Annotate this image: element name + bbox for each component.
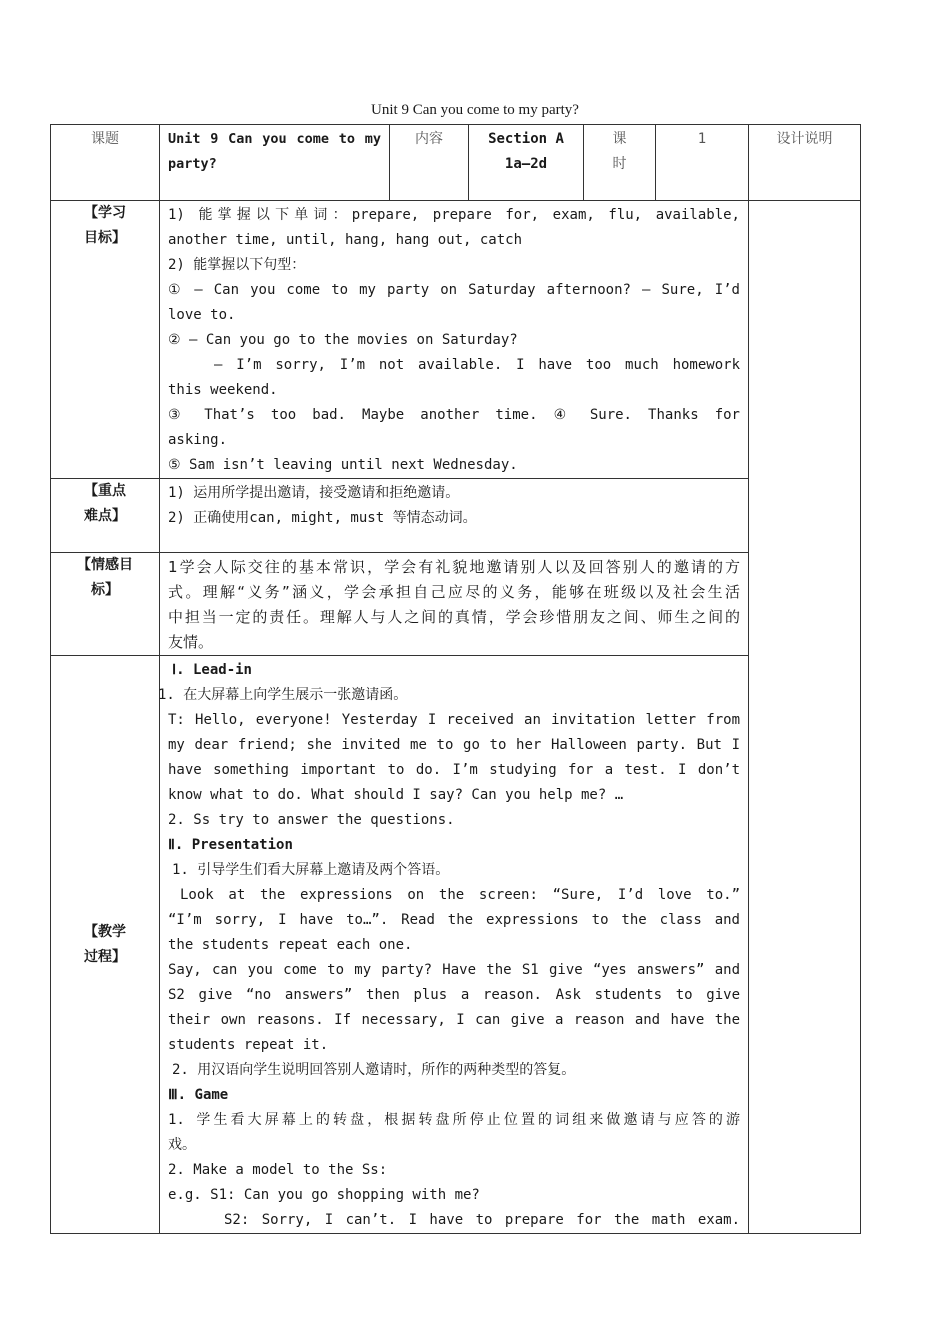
period-label-line1: 课 — [612, 131, 627, 147]
key-points-content — [160, 479, 749, 553]
objectives-line: ⑤ Sam isn’t leaving until next Wednesday. — [168, 457, 518, 473]
emotion-line: 1学会人际交往的基本常识，学会有礼貌地邀请别人以及回答别人的邀请的方 — [168, 558, 740, 576]
process-line: S2 give “no answers” then plus a reason. Ask students to give — [168, 987, 740, 1003]
emotion-label-line1: 【情感目 — [77, 557, 133, 573]
process-line: the students repeat each one. — [168, 937, 413, 953]
process-line: “I’m sorry, I have to…”. Read the expressions to the class and — [168, 912, 740, 928]
process-line: S2: Sorry, I can’t. I have to prepare for the math exam. — [224, 1212, 740, 1228]
objectives-label-line2: 目标】 — [84, 230, 126, 246]
emotion-label — [51, 553, 160, 656]
emotion-line: 友情。 — [168, 633, 214, 651]
process-line: have something important to do. I’m studying for a test. I don’t — [168, 762, 740, 778]
emotion-line: 中担当一定的责任。理解人与人之间的真情，学会珍惜朋友之间、师生之间的 — [168, 608, 740, 626]
process-label-line2: 过程】 — [84, 948, 126, 965]
objectives-line: 2) 能掌握以下句型： — [168, 257, 306, 273]
lead-in-heading: Ⅰ. Lead-in — [172, 662, 252, 678]
key-points-line: 1) 运用所学提出邀请，接受邀请和拒绝邀请。 — [168, 485, 460, 501]
process-line: 1. 引导学生们看大屏幕上邀请及两个答语。 — [172, 862, 450, 878]
presentation-heading: Ⅱ. Presentation — [168, 837, 293, 853]
process-line: 戏。 — [168, 1137, 196, 1153]
objectives-label-line1: 【学习 — [84, 205, 126, 221]
page-title: Unit 9 Can you come to my party? — [371, 102, 579, 118]
process-line: 2. Make a model to the Ss: — [168, 1162, 388, 1178]
period-label-line2: 时 — [612, 156, 627, 172]
process-label-line1: 【教学 — [84, 923, 126, 940]
key-points-label — [51, 479, 160, 553]
objectives-line: ③ That’s too bad. Maybe another time. ④ Sure. Thanks for — [168, 407, 740, 423]
period-value: 1 — [656, 125, 749, 201]
process-line: my dear friend; she invited me to go to her Halloween party. But I — [168, 737, 740, 753]
content-value — [469, 125, 584, 201]
objectives-line: love to. — [168, 307, 236, 323]
process-line: T: Hello, everyone! Yesterday I received an invitation letter from — [168, 712, 740, 728]
process-line: 2. 用汉语向学生说明回答别人邀请时，所作的两种类型的答复。 — [172, 1062, 576, 1078]
key-points-row — [51, 479, 861, 553]
emotion-content — [160, 553, 749, 656]
objectives-line: — I’m sorry, I’m not available. I have too much homework — [214, 357, 740, 373]
key-points-label-line2: 难点】 — [84, 508, 126, 524]
emotion-label-line2: 标】 — [91, 582, 119, 598]
objectives-line: 1) 能掌握以下单词：prepare, prepare for, exam, flu, available, — [168, 207, 740, 223]
content-label: 内容 — [390, 125, 469, 201]
key-points-label-line1: 【重点 — [84, 483, 126, 499]
process-line: Look at the expressions on the screen: “Sure, I’d love to.” — [180, 887, 740, 903]
lesson-plan-table — [50, 124, 861, 1234]
process-row — [51, 656, 861, 1234]
process-label — [51, 656, 160, 1234]
emotion-line: 式。理解“义务”涵义，学会承担自己应尽的义务，能够在班级以及社会生活 — [168, 583, 740, 601]
design-notes-cell — [749, 201, 861, 1234]
content-value-line1: Section A — [488, 131, 564, 147]
period-label — [584, 125, 656, 201]
objectives-line: ② — Can you go to the movies on Saturday? — [168, 332, 518, 348]
objectives-content — [160, 201, 749, 479]
topic-label: 课题 — [51, 125, 160, 201]
topic-value — [160, 125, 390, 201]
objectives-line: another time, until, hang, hang out, catch — [168, 232, 523, 248]
objectives-line: this weekend. — [168, 382, 278, 398]
header-row — [51, 125, 861, 201]
process-line: 1. 学生看大屏幕上的转盘，根据转盘所停止位置的词组来做邀请与应答的游 — [168, 1112, 740, 1128]
key-points-line: 2) 正确使用can, might, must 等情态动词。 — [168, 510, 477, 526]
objectives-line: asking. — [168, 432, 228, 448]
objectives-label — [51, 201, 160, 479]
process-line: 2. Ss try to answer the questions. — [168, 812, 455, 828]
process-line: e.g. S1: Can you go shopping with me? — [168, 1187, 480, 1203]
process-content — [160, 656, 749, 1234]
process-line: their own reasons. If necessary, I can give a reason and have the — [168, 1012, 740, 1028]
content-value-line2: 1a—2d — [504, 156, 548, 172]
process-line: Say, can you come to my party? Have the S1 give “yes answers” and — [168, 962, 740, 978]
process-line: know what to do. What should I say? Can you help me? … — [168, 787, 624, 803]
objectives-row — [51, 201, 861, 479]
objectives-line: ① — Can you come to my party on Saturday afternoon? — Sure, I’d — [168, 282, 740, 298]
game-heading: Ⅲ. Game — [168, 1087, 229, 1103]
design-notes-label: 设计说明 — [749, 125, 861, 201]
topic-value-text: Unit 9 Can you come to my party? — [168, 131, 381, 172]
emotion-row — [51, 553, 861, 656]
process-line: students repeat it. — [168, 1037, 329, 1053]
process-line: 1. 在大屏幕上向学生展示一张邀请函。 — [158, 687, 408, 703]
